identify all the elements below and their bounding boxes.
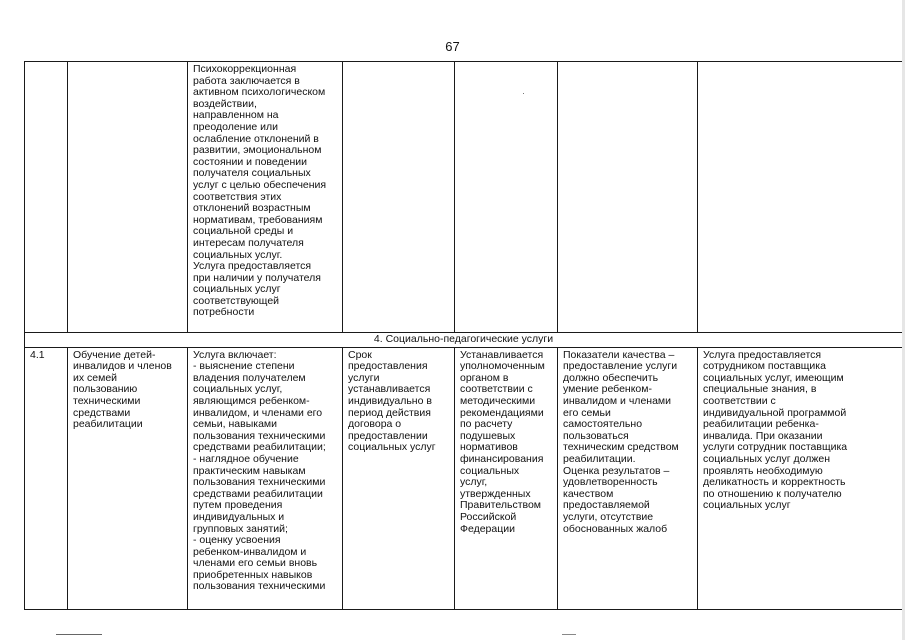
cell-service-name: Обучение детей- инвалидов и членов их семей пользованию техническими средствами реабилитации <box>68 347 188 609</box>
cell-quality: Показатели качества – предоставление услуги должно обеспечить умение ребенком- инвалидом и членами его семьи самостоятельно пользоваться техническим средством реабилитации. Оценка результатов – удовлетворенность качеством предоставляемой услуги, отсутствие обоснованных жалоб <box>558 347 698 609</box>
scan-speck <box>523 93 524 94</box>
table-row-continuation <box>25 62 903 333</box>
footer-line-mid <box>562 634 576 635</box>
cell-conditions-empty <box>698 62 903 333</box>
services-table <box>24 61 903 610</box>
footer-line-left <box>56 634 102 635</box>
section-title: 4. Социально-педагогические услуги <box>25 333 903 348</box>
cell-name-empty <box>68 62 188 333</box>
table-row-4-1 <box>25 347 903 609</box>
cell-description: Услуга включает: - выяснение степени владения получателем социальных услуг, являющимся ребенком- инвалидом, и членами его семьи, навыками пользования техническими средствами реабилитации; - наглядное обучение практическим навыкам пользования техническими средствами реабилитации путем проведения индивидуальных и групповых занятий; - оценку усвоения ребенком-инвалидом и членами его семьи вновь приобретенных навыков пользования техническими <box>188 347 343 609</box>
cell-number: 4.1 <box>25 347 68 609</box>
cell-quality-empty <box>558 62 698 333</box>
cell-term: Срок предоставления услуги устанавливается индивидуально в период действия договора о предоставлении социальных услуг <box>343 347 455 609</box>
cell-term-empty <box>343 62 455 333</box>
page-number: 67 <box>445 39 460 54</box>
cell-number-empty <box>25 62 68 333</box>
cell-norms-empty <box>455 62 558 333</box>
cell-norms: Устанавливается уполномоченным органом в соответствии с методическими рекомендациями по расчету подушевых нормативов финансирования социальных услуг, утвержденных Правительством Российской Федерации <box>455 347 558 609</box>
cell-conditions: Услуга предоставляется сотрудником поставщика социальных услуг, имеющим специальные знания, в соответствии с индивидуальной программой реабилитации ребенка- инвалида. При оказании услуги сотрудник поставщика социальных услуг должен проявлять необходимую деликатность и корректность по отношению к получателю социальных услуг <box>698 347 903 609</box>
table-row-section <box>25 333 903 348</box>
cell-description: Психокоррекционная работа заключается в активном психологическом воздействии, направленном на преодоление или ослабление отклонений в развитии, эмоциональном состоянии и поведении получателя социальных услуг с целью обеспечения соответствия этих отклонений возрастным нормативам, требованиям социальной среды и интересам получателя социальных услуг. Услуга предоставляется при наличии у получателя социальных услуг соответствующей потребности <box>188 62 343 333</box>
